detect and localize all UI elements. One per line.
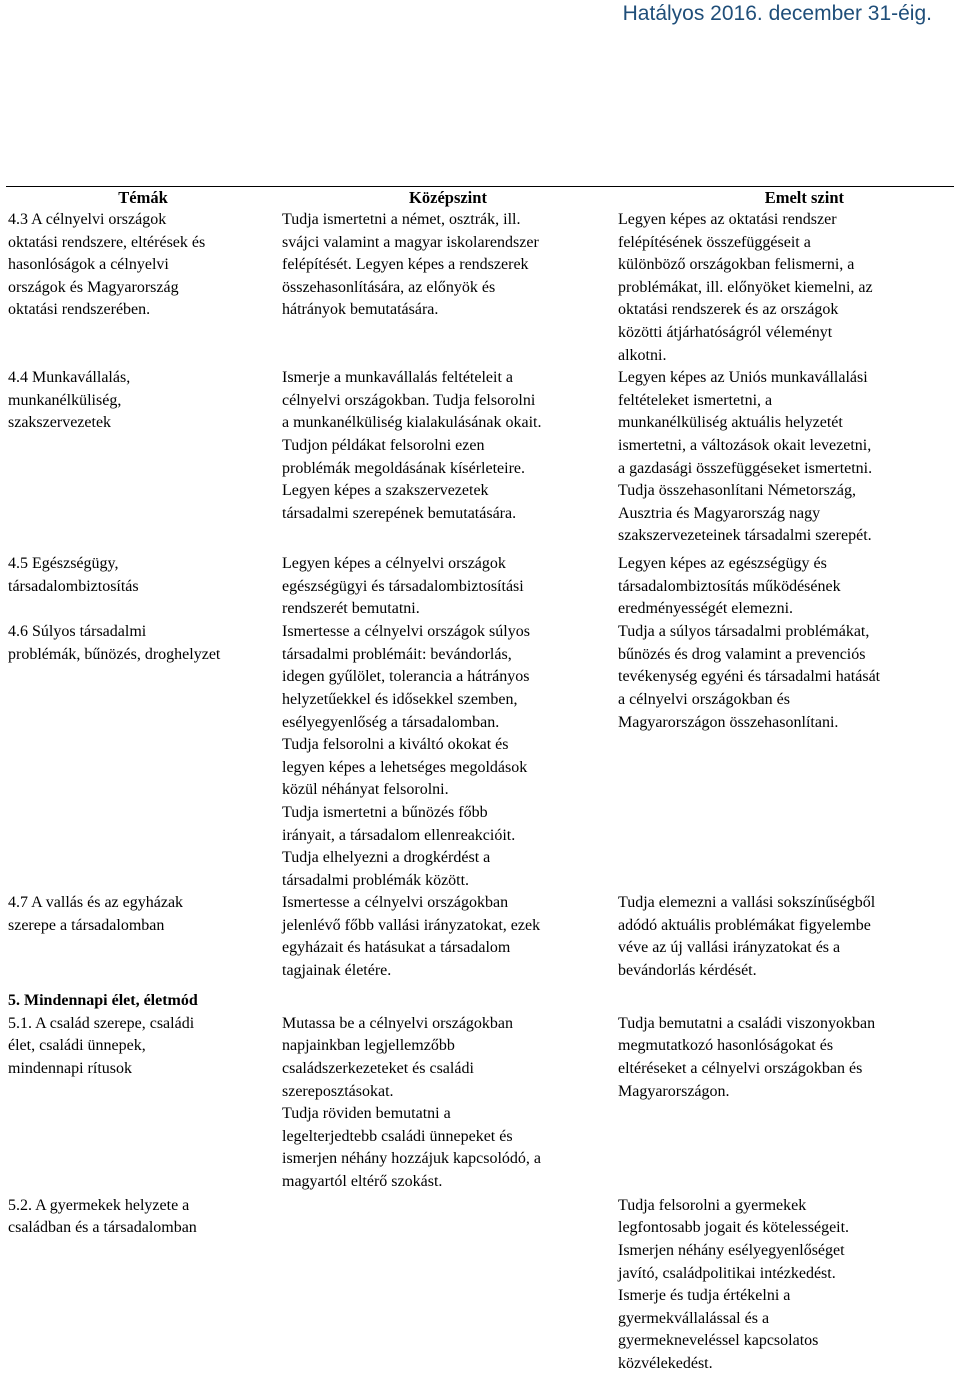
middle-level-cell: Ismertesse a célnyelvi országokban jelenlévő főbb vallási irányzatokat, ezek egyházait és hatásukat a társadalom tagjainak életére.: [282, 894, 541, 980]
curriculum-table: [6, 186, 954, 1377]
table-row: [6, 553, 954, 621]
column-header-advanced-level: Emelt szint: [616, 187, 954, 210]
topic-cell: 5.1. A család szerepe, családi élet, családi ünnepek, mindennapi rítusok: [8, 1014, 195, 1078]
advanced-level-cell: Tudja bemutatni a családi viszonyokban megmutatkozó hasonlóságokat és eltéréseket a célnyelvi országokban és Magyarországon.: [618, 1014, 876, 1100]
topic-cell: 4.4 Munkavállalás, munkanélküliség, szakszervezetek: [8, 369, 131, 432]
middle-level-cell: Legyen képes a célnyelvi országok egészségügyi és társadalombiztosítási rendszerét bemutatni.: [282, 555, 524, 618]
topic-cell: 4.7 A vallás és az egyházak szerepe a társadalomban: [8, 894, 184, 934]
advanced-level-cell: Tudja felsorolni a gyermekek legfontosabb jogait és kötelességeit. Ismerjen néhány esélyegyenlőséget javító, családpolitikai intézkedést. Ismerje és tudja értékelni a gyermekvállalással és a gyermekneveléssel kapcsolatos közvélekedést.: [618, 1196, 850, 1373]
column-header-topics: Témák: [6, 187, 280, 210]
table-header-row: [6, 187, 954, 210]
table-row: [6, 1195, 954, 1377]
table-row: [6, 209, 954, 367]
topic-cell: 4.5 Egészségügy, társadalombiztosítás: [8, 555, 139, 595]
table-row: [6, 1013, 954, 1195]
topic-cell: 4.3 A célnyelvi országok oktatási rendszere, eltérések és hasonlóságok a célnyelvi országok és Magyarország oktatási rendszerében.: [8, 211, 206, 319]
table-row: [6, 621, 954, 892]
middle-level-cell: Ismerje a munkavállalás feltételeit a célnyelvi országokban. Tudja felsorolni a munkanélküliség kialakulásának okait. Tudjon példákat felsorolni ezen problémák megoldásának kísérleteire. Legyen képes a szakszervezetek társadalmi szerepének bemutatására.: [282, 369, 542, 522]
validity-note: Hatályos 2016. december 31-éig.: [622, 2, 932, 25]
advanced-level-cell: Legyen képes az oktatási rendszer felépítésének összefüggéseit a különböző országokban felismerni, a problémákat, ill. előnyöket kiemelni, az oktatási rendszerek és az országok közötti átjárhatóságról véleményt alkotni.: [618, 211, 873, 364]
middle-level-cell: [280, 1195, 616, 1377]
middle-level-cell: Tudja ismertetni a német, osztrák, ill. svájci valamint a magyar iskolarendszer felépítését. Legyen képes a rendszerek összehasonlítására, az előnyök és hátrányok bemutatására.: [282, 211, 539, 319]
middle-level-cell: Mutassa be a célnyelvi országokban napjainkban legjellemzőbb családszerkezeteket és családi szereposztásokat. Tudja röviden bemutatni a legelterjedtebb családi ünnepeket és ismerjen néhány hozzájuk kapcsolódó, a magyartól eltérő szokást.: [282, 1014, 542, 1191]
topic-cell: 4.6 Súlyos társadalmi problémák, bűnözés, droghelyzet: [8, 623, 221, 663]
table-row: [6, 367, 954, 553]
advanced-level-cell: Legyen képes az egészségügy és társadalombiztosítás működésének eredményességét elemezni.: [618, 555, 841, 618]
column-header-middle-level: Középszint: [280, 187, 616, 210]
topic-cell: 5.2. A gyermekek helyzete a családban és a társadalomban: [8, 1196, 197, 1237]
section-title: 5. Mindennapi élet, életmód: [8, 992, 198, 1010]
advanced-level-cell: Tudja a súlyos társadalmi problémákat, bűnözés és drog valamint a prevenciós tevékenység egyéni és társadalmi hatását a célnyelvi országokban és Magyarországon összehasonlítani.: [618, 623, 881, 731]
section-header-row: [6, 990, 954, 1013]
advanced-level-cell: Tudja elemezni a vallási sokszínűségből adódó aktuális problémákat figyelembe véve az új vallási irányzatokat és a bevándorlás kérdését.: [618, 894, 876, 980]
middle-level-cell: Ismertesse a célnyelvi országok súlyos társadalmi problémáit: bevándorlás, idegen gyűlölet, tolerancia a hátrányos helyzetűekkel és idősekkel szemben, esélyegyenlőség a társadalomban. Tudja felsorolni a kiváltó okokat és legyen képes a lehetséges megoldások közül néhányat felsorolni. Tudja ismertetni a bűnözés főbb irányait, a társadalom ellenreakcióit. Tudja elhelyezni a drogkérdést a társadalmi problémák között.: [282, 623, 530, 889]
advanced-level-cell: Legyen képes az Uniós munkavállalási feltételeket ismertetni, a munkanélküliség aktuális helyzetét ismertetni, a változások okait levezetni, a gazdasági összefüggéseket ismertetni. Tudja összehasonlítani Németország, Ausztria és Magyarország nagy szakszervezeteinek társadalmi szerepét.: [618, 369, 873, 545]
table-row: [6, 892, 954, 990]
